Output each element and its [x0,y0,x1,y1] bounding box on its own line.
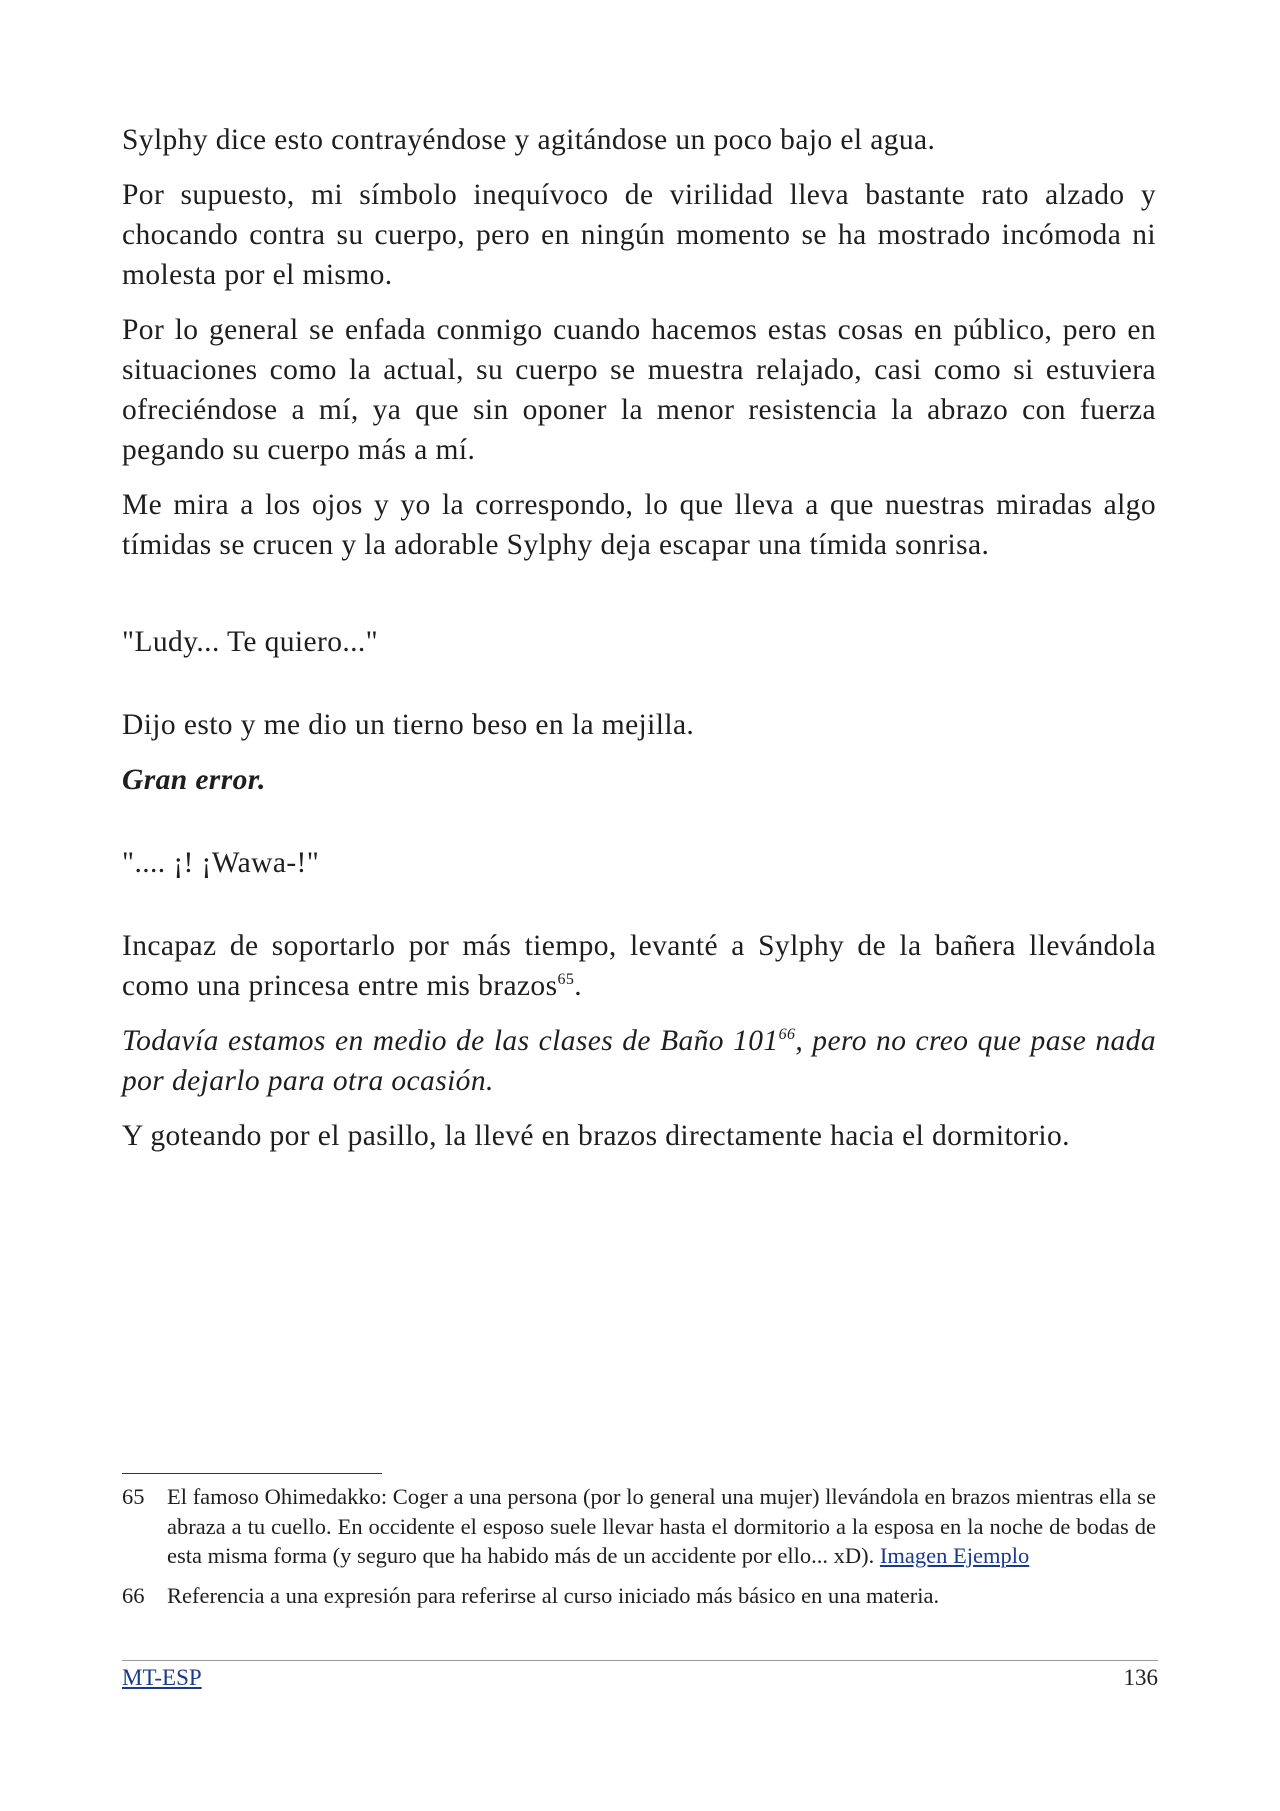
emphasis-line: Gran error. [122,764,266,796]
italic-paragraph: Todavía estamos en medio de las clases de Baño $101^{66}$, pero no creo que pase nada por dejarlo para otra ocasión. [122,1025,1156,1097]
paragraph: Por supuesto, mi símbolo inequívoco de virilidad lleva bastante rato alzado y chocando contra su cuerpo, pero en ningún momento se ha mostrado incómoda ni molesta por el mismo. [122,179,1156,291]
footnote-text: El famoso Ohimedakko: Coger a una persona (por lo general una mujer) llevándola en brazos mientras ella se abraza a tu cuello. En occidente el esposo suele llevar hasta el dormitorio a la esposa en la noche de bodas de esta misma forma (y seguro que ha habido más de un accidente por ello... xD). Imagen Ejemplo [167,1484,1156,1568]
image-example-link[interactable]: Imagen Ejemplo [879,1543,1030,1568]
paragraph: Sylphy dice esto contrayéndose y agitándose un poco bajo el agua. [122,124,936,156]
dialogue-line: ".... ¡! ¡Wawa-!" [122,847,320,879]
paragraph: Dijo esto y me dio un tierno beso en la mejilla. [122,709,695,741]
footer-site-link[interactable]: MT-ESP [122,1665,202,1690]
footnote-ref[interactable]: 65 [557,971,575,989]
paragraph: Y goteando por el pasillo, la llevé en brazos directamente hacia el dormitorio. [122,1120,1070,1152]
main-text [122,120,1156,1171]
page-number: 136 [1123,1665,1158,1690]
paragraph: Me mira a los ojos y yo la correspondo, lo que lleva a que nuestras miradas algo tímidas se crucen y la adorable Sylphy deja escapar una tímida sonrisa. [122,489,1156,561]
page-footer [122,1663,1158,1693]
dialogue-line: "Ludy... Te quiero..." [122,626,379,658]
footer-separator [122,1660,1158,1661]
footnotes [122,1482,1156,1620]
footnote-66 [122,1581,1156,1611]
footnote-text: Referencia a una expresión para referirse al curso iniciado más básico en una materia. [167,1582,940,1608]
footnote-separator [122,1473,382,1474]
footnote-number: 65 [122,1484,145,1509]
footnote-number: 66 [122,1582,145,1608]
footnote-ref[interactable]: 66 [778,1026,796,1044]
paragraph: Por lo general se enfada conmigo cuando hacemos estas cosas en público, pero en situaciones como la actual, su cuerpo se muestra relajado, casi como si estuviera ofreciéndose a mí, ya que sin oponer la menor resistencia la abrazo con fuerza pegando su cuerpo más a mí. [122,314,1156,466]
paragraph: Incapaz de soportarlo por más tiempo, levanté a Sylphy de la bañera llevándola como una princesa entre mis brazos$^{65}$. [122,930,1156,1002]
footnote-65 [122,1482,1156,1571]
